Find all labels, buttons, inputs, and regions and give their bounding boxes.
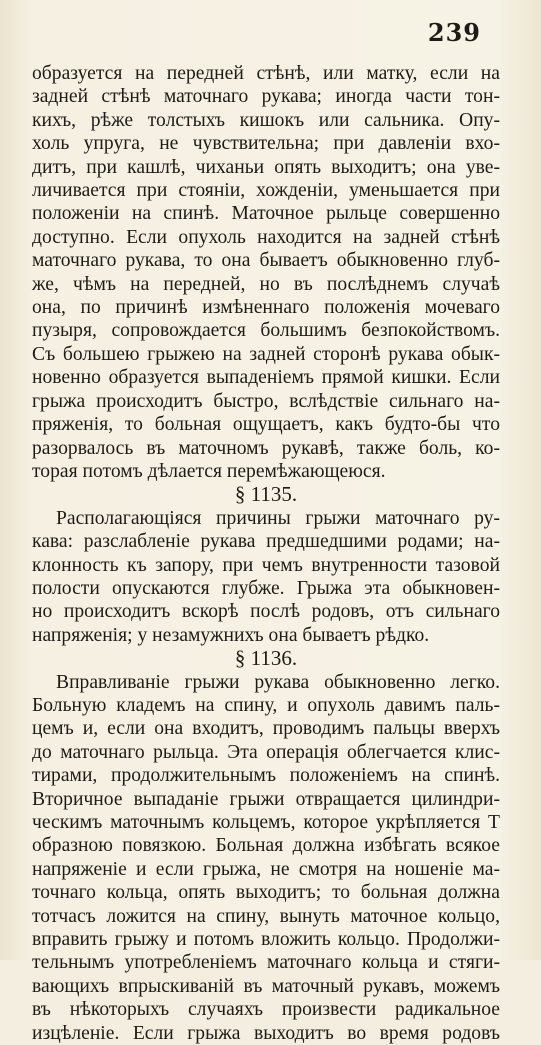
text-line: изцѣленіе. Если грыжа выходитъ во время родовъ [32,1022,500,1044]
text-line: она, по причинѣ измѣненнаго положенія мочеваго [32,297,500,319]
paragraph [32,507,500,647]
text-line: кава: разслабленіе рукава предшедшими родами; на- [32,531,500,553]
text-line: личивается при стояніи, хожденіи, уменьшается при [32,180,500,202]
text-line: напряженія; у незамужнихъ она бываетъ рѣдко. [32,624,430,646]
text-line: кихъ, рѣже толстыхъ кишокъ или сальника. Опу- [32,109,500,131]
text-line: вающихъ впрыскиваній въ маточный рукавъ, можемъ [32,975,500,997]
text-line: разорвалось въ маточномъ рукавѣ, также боль, ко- [32,437,500,459]
paragraph [32,62,500,483]
text-line: клонность къ запору, при чемъ внутренности тазовой [32,554,500,576]
text-line: холь упруга, не чувствительна; при давленіи вхо- [32,133,500,155]
text-line: Съ большею грыжею на задней сторонѣ рукава обык- [32,343,500,365]
text-line: положеніи на спинѣ. Маточное рыльце совершенно [32,203,500,225]
text-line: пузыря, сопровождается большимъ безпокойствомъ. [32,320,500,342]
text-line: грыжа происходитъ быстро, вслѣдствіе сильнаго на- [32,390,500,412]
section-heading: § 1136. [234,646,298,671]
paragraph [32,671,500,1045]
text-line: новенно образуется выпаденіемъ прямой кишки. Если [32,367,500,389]
text-line: напряженіе и если грыжа, не смотря на ношеніе ма- [32,858,500,880]
text-line: цемъ и, если она входитъ, проводимъ пальцы вверхъ [32,718,500,740]
text-line: вправить грыжу и потомъ вложить кольцо. Продолжи- [32,929,500,951]
text-line: Вторичное выпаданіе грыжи отвращается цилиндри- [32,788,500,810]
text-line: доступно. Если опухоль находится на задней стѣнѣ [32,226,500,248]
text-line: задней стѣнѣ маточнаго рукава; иногда части тон- [32,86,500,108]
text-line: до маточнаго рыльца. Эта операція облегчается клис- [32,741,500,763]
text-line: ческимъ маточнымъ кольцемъ, которое укрѣпляется T [32,812,500,833]
text-line: Располагающіяся причины грыжи маточнаго ру- [56,507,500,529]
page-number: 239 [427,18,481,47]
text-line: дитъ, при кашлѣ, чиханьи опять выходитъ; она уве- [32,156,500,178]
text-line: тельнымъ употребленіемъ маточнаго кольца и стяги- [32,952,500,974]
text-line: полости опускаются глубже. Грыжа эта обыкновен- [32,577,500,599]
body-text [32,62,500,1045]
text-line: тирами, продолжительнымъ положеніемъ на спинѣ. [32,765,500,787]
text-line: въ нѣкоторыхъ случаяхъ произвести радикальное [32,999,500,1021]
text-line: Больную кладемъ на спину, и опухоль давимъ паль- [32,694,500,716]
text-line: тотчасъ ложится на спину, вынуть маточное кольцо, [32,905,500,927]
text-line: же, чѣмъ на передней, но въ послѣднемъ случаѣ [32,273,500,295]
text-line: пряженія, то больная ощущаетъ, какъ будто-бы что [32,414,500,436]
text-line: но происходитъ вскорѣ послѣ родовъ, отъ сильнаго [32,601,500,623]
section-heading: § 1135. [234,482,298,507]
text-line: маточнаго рукава, то она бываетъ обыкновенно глуб- [32,250,500,272]
text-line: Вправливаніе грыжи рукава обыкновенно легко. [56,671,500,693]
text-line: торая потомъ дѣлается перемѣжающеюся. [32,460,386,482]
text-line: образною повязкою. Больная должна избѣгать всякое [32,835,500,857]
text-line: образуется на передней стѣнѣ, или матку, если на [32,63,500,84]
text-line: точнаго кольца, опять выходитъ; то больная должна [32,882,500,904]
